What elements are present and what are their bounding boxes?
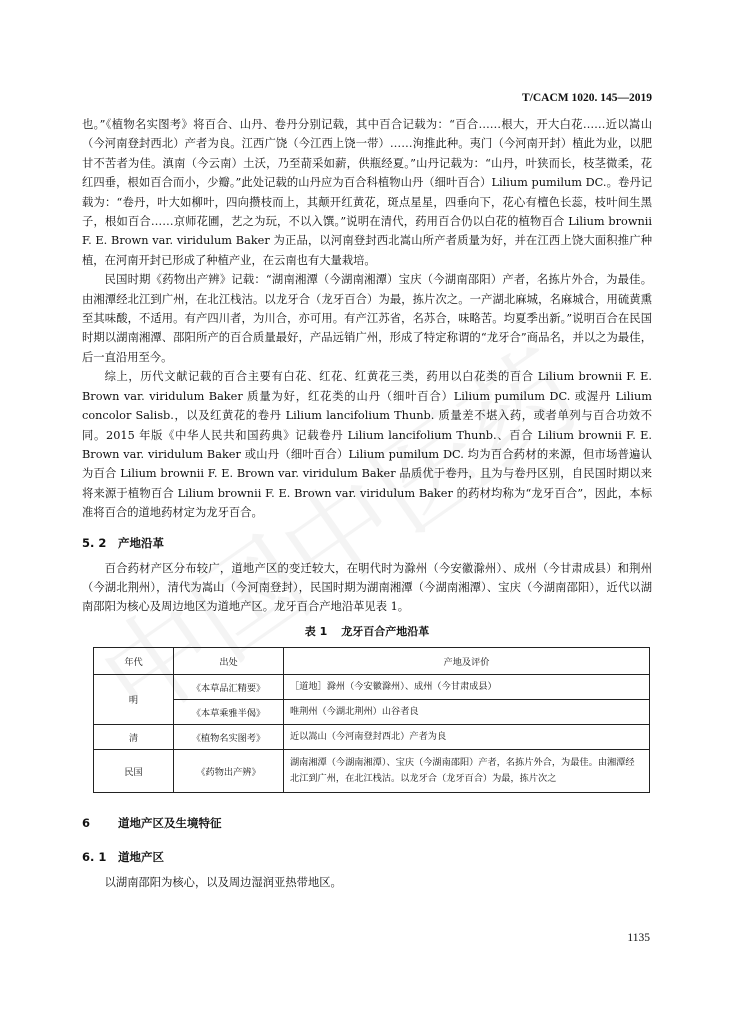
section-title: 道地产区及生境特征 <box>118 815 222 830</box>
paragraph-5: 以湖南邵阳为核心，以及周边湿润亚热带地区。 <box>104 875 342 889</box>
source-cell: 《本草乘雅半偈》 <box>174 699 284 724</box>
table-caption-label: 表 1 <box>304 624 328 638</box>
section-number: 6. 1 <box>82 849 107 864</box>
table-row <box>94 724 650 749</box>
source-cell: 《药物出产辨》 <box>174 749 284 792</box>
section-6-heading <box>82 815 652 831</box>
source-cell: 《植物名实图考》 <box>174 724 284 749</box>
era-cell: 明 <box>94 674 174 724</box>
table-row <box>94 699 650 724</box>
section-title: 道地产区 <box>118 849 164 864</box>
table-caption-title: 龙牙百合产地沿革 <box>341 624 430 638</box>
header-desc: 产地及评价 <box>284 647 650 674</box>
section-6-1-heading <box>82 849 652 865</box>
table-row <box>94 674 650 699</box>
page-number: 1135 <box>627 932 650 944</box>
source-cell: 《本草品汇精要》 <box>174 674 284 699</box>
table-header-row <box>94 647 650 674</box>
origin-history-table <box>93 647 650 793</box>
section-number: 5. 2 <box>82 535 107 550</box>
era-cell: 清 <box>94 724 174 749</box>
desc-cell: 唯荆州（今湖北荆州）山谷者良 <box>284 699 650 724</box>
paragraph-4: 百合药材产区分布较广，道地产区的变迁较大，在明代时为滁州（今安徽滁州）、成州（今甘肃成县）和荆州（今湖北荆州），清代为嵩山（今河南登封），民国时期为湖南湘潭（今湖南湘潭）、宝庆（今湖南邵阳），近代以湖南邵阳为核心及周边地区为道地产区。龙牙百合产地沿革见表 1。 <box>82 561 652 614</box>
era-cell: 民国 <box>94 749 174 792</box>
table-row <box>94 749 650 792</box>
desc-cell: 湖南湘潭（今湖南湘潭）、宝庆（今湖南邵阳）产者，名拣片外合，为最佳。由湘潭经北江到广州，在北江栈沽。以龙牙合（龙牙百合）为最，拣片次之 <box>284 749 650 792</box>
section-number: 6 <box>82 815 91 830</box>
header-source: 出处 <box>174 647 284 674</box>
desc-cell: 近以嵩山（今河南登封西北）产者为良 <box>284 724 650 749</box>
header-era: 年代 <box>94 647 174 674</box>
desc-cell: ［道地］滁州（今安徽滁州）、成州（今甘肃成县） <box>284 674 650 699</box>
section-title: 产地沿革 <box>118 535 164 550</box>
table-caption <box>82 623 652 639</box>
paragraph-2: 民国时期《药物出产辨》记载：“湖南湘潭（今湖南湘潭）宝庆（今湖南邵阳）产者，名拣片外合，为最佳。由湘潭经北江到广州，在北江栈沽。以龙牙合（龙牙百合）为最，拣片次之。一产湖北麻城，名麻城合，用硫黄熏至其味酸，不适用。有产四川者，为川合，亦可用。有产江苏省，名苏合，味略苦。均夏季出新。”说明百合在民国时期以湖南湘潭、邵阳所产的百合质量最好，产品远销广州，形成了特定称谓的“龙牙合”商品名，并以之为最佳，后一直沿用至今。 <box>82 273 652 364</box>
page-content <box>82 115 652 892</box>
paragraph-3: 综上，历代文献记载的百合主要有白花、红花、红黄花三类，药用以白花类的百合 Lilium brownii F. E. Brown var. viridulum Baker 质量为好，红花类的山丹（细叶百合）Lilium pumilum DC. 或渥丹 Lilium concolor Salisb.，以及红黄花的卷丹 Lilium lancifolium Thunb. 质量差不堪入药，或者单列与百合功效不同。2015 年版《中华人民共和国药典》记载卷丹 Lilium lancifolium Thunb.、百合 Lilium brownii F. E. Brown var. viridulum Baker 或山丹（细叶百合）Lilium pumilum DC. 均为百合药材的来源，但市场普遍认为百合 Lilium brownii F. E. Brown var. viridulum Baker 品质优于卷丹，且为与卷丹区别，自民国时期以来将来源于植物百合 Lilium brownii F. E. Brown var. viridulum Baker 的药材均称为“龙牙百合”，因此，本标准将百合的道地药材定为龙牙百合。 <box>82 370 652 520</box>
paragraph-1: 也。”《植物名实图考》将百合、山丹、卷丹分别记载，其中百合记载为：“百合……根大，开大白花……近以嵩山（今河南登封西北）产者为良。江西广饶（今江西上饶一带）……洵推此种。夷门（今河南开封）植此为业，以肥甘不苦者为佳。滇南（今云南）土沃，乃至葥采如薪，供瓶经夏。”山丹记载为：“山丹，叶狭而长，枝茎微柔，花红四垂，根如百合而小，少瓣。”此处记载的山丹应为百合科植物山丹（细叶百合）Lilium pumilum DC.。卷丹记载为：“卷丹，叶大如柳叶，四向攒枝而上，其颠开红黄花，斑点星星，四垂向下，花心有檀色长蕊，枝叶间生黑子，根如百合……京师花圃，艺之为玩，不以入馔。”说明在清代，药用百合仍以白花的植物百合 Lilium brownii F. E. Brown var. viridulum Baker 为正品，以河南登封西北嵩山所产者质量为好，并在江西上饶大面积推广种植，在河南开封已形成了种植产业，在云南也有大量栽培。 <box>82 118 652 267</box>
standard-code: T/CACM 1020. 145—2019 <box>521 92 652 104</box>
section-5-2-heading <box>82 535 652 551</box>
